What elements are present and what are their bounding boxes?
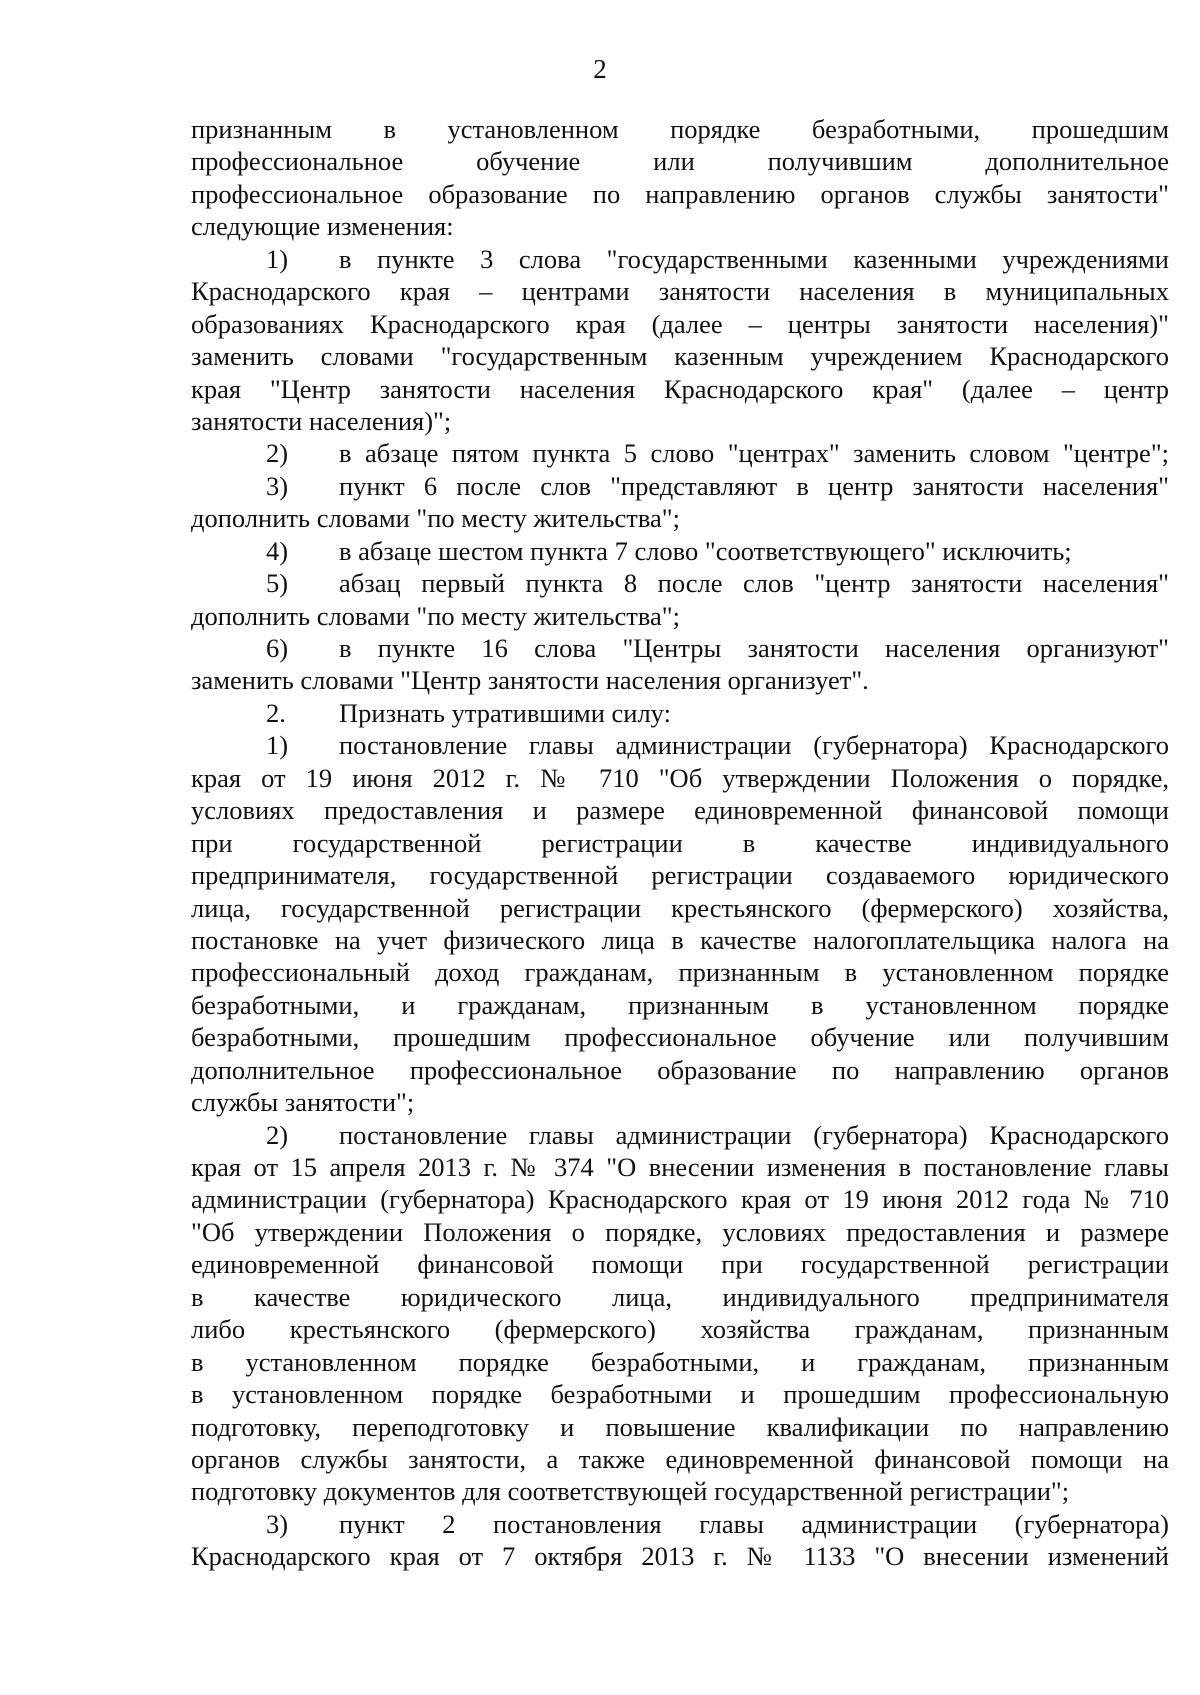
line-text: образованиях Краснодарского края (далее – центры занятости населения)" <box>191 308 1169 339</box>
text-line <box>191 567 1169 599</box>
line-text: Краснодарского края от 7 октября 2013 г. № 1133 "О внесении изменений <box>191 1541 1169 1572</box>
text-line <box>191 924 1169 956</box>
list-item-number: 1) <box>266 730 289 761</box>
line-text: в установленном порядке безработными и прошедшим профессиональную <box>191 1379 1169 1410</box>
line-text: в установленном порядке безработными, и гражданам, признанным <box>191 1346 1169 1377</box>
line-text: абзац первый пункта 8 после слов "центр занятости населения" <box>339 568 1169 599</box>
text-line <box>191 1281 1169 1313</box>
text-line <box>191 1021 1169 1053</box>
text-line <box>191 1443 1169 1475</box>
text-line <box>191 437 1169 469</box>
text-line <box>191 275 1169 307</box>
text-line <box>191 1508 1169 1540</box>
line-text: профессиональный доход гражданам, признанным в установленном порядке <box>191 957 1169 988</box>
line-text: в пункте 16 слова "Центры занятости населения организуют" <box>339 633 1169 663</box>
line-text: либо крестьянского (фермерского) хозяйства гражданам, признанным <box>191 1314 1169 1345</box>
text-line <box>191 632 1169 664</box>
text-line <box>191 892 1169 924</box>
line-text: безработными, прошедшим профессиональное обучение или получившим <box>191 1022 1169 1053</box>
line-text: в абзаце пятом пункта 5 слово "центрах" заменить словом "центре"; <box>339 438 1169 469</box>
line-text: профессиональное образование по направлению органов службы занятости" <box>191 178 1169 209</box>
text-line <box>191 502 1169 534</box>
line-text: условиях предоставления и размере единовременной финансовой помощи <box>191 795 1169 826</box>
line-text: в качестве юридического лица, индивидуального предпринимателя <box>191 1281 1169 1312</box>
line-text: подготовку, переподготовку и повышение квалификации по направлению <box>191 1411 1169 1442</box>
line-text: дополнить словами "по месту жительства"; <box>191 600 680 631</box>
line-text: профессиональное обучение или получившим дополнительное <box>191 146 1169 177</box>
line-text: безработными, и гражданам, признанным в установленном порядке <box>191 989 1169 1020</box>
line-text: подготовку документов для соответствующей государственной регистрации"; <box>191 1476 1070 1507</box>
line-text: "Об утверждении Положения о порядке, условиях предоставления и размере <box>191 1216 1169 1247</box>
text-line <box>191 308 1169 340</box>
line-text: дополнительное профессиональное образование по направлению органов <box>191 1054 1169 1085</box>
list-item-number: 2) <box>266 1119 289 1150</box>
text-line <box>191 1411 1169 1443</box>
document-body <box>191 113 1169 1573</box>
text-line <box>191 600 1169 632</box>
list-item-number: 1) <box>266 243 289 274</box>
line-text: постановке на учет физического лица в качестве налогоплательщика налога на <box>191 924 1169 955</box>
line-text: Краснодарского края – центрами занятости населения в муниципальных <box>191 276 1169 307</box>
list-item-number: 2. <box>266 697 286 728</box>
text-line <box>191 1378 1169 1410</box>
text-line <box>191 405 1169 437</box>
line-text: службы занятости"; <box>191 1087 415 1118</box>
text-line <box>191 1151 1169 1183</box>
text-line <box>191 1216 1169 1248</box>
line-text: в абзаце шестом пункта 7 слово "соответствующего" исключить; <box>339 535 1072 566</box>
list-item-number: 3) <box>266 470 289 501</box>
list-item-number: 2) <box>266 438 289 469</box>
text-line <box>191 145 1169 177</box>
text-line <box>191 1183 1169 1215</box>
text-line <box>191 340 1169 372</box>
text-line <box>191 113 1169 145</box>
line-text: постановление главы администрации (губернатора) Краснодарского <box>339 730 1169 761</box>
line-text: пункт 2 постановления главы администрации (губернатора) <box>339 1508 1169 1539</box>
line-text: предпринимателя, государственной регистрации создаваемого юридического <box>191 860 1169 891</box>
line-text: занятости населения)"; <box>191 405 452 436</box>
line-text: постановление главы администрации (губернатора) Краснодарского <box>339 1119 1169 1150</box>
text-line <box>191 243 1169 275</box>
line-text: следующие изменения: <box>191 211 454 242</box>
line-text: лица, государственной регистрации крестьянского (фермерского) хозяйства, <box>191 892 1169 923</box>
line-text: признанным в установленном порядке безработными, прошедшим <box>191 114 1169 144</box>
text-line <box>191 729 1169 761</box>
line-text: пункт 6 после слов "представляют в центр занятости населения" <box>339 470 1169 501</box>
line-text: единовременной финансовой помощи при государственной регистрации <box>191 1249 1169 1280</box>
text-line <box>191 794 1169 826</box>
text-line <box>191 535 1169 567</box>
list-item-number: 6) <box>266 633 289 663</box>
text-line <box>191 373 1169 405</box>
text-line <box>191 1346 1169 1378</box>
text-line <box>191 762 1169 794</box>
text-line <box>191 470 1169 502</box>
line-text: Признать утратившими силу: <box>339 697 671 728</box>
page-number: 2 <box>593 54 607 84</box>
text-line <box>191 1248 1169 1280</box>
text-line <box>191 1119 1169 1151</box>
text-line <box>191 989 1169 1021</box>
text-line <box>191 178 1169 210</box>
list-item-number: 3) <box>266 1508 289 1539</box>
text-line <box>191 859 1169 891</box>
line-text: в пункте 3 слова "государственными казенными учреждениями <box>339 243 1169 274</box>
line-text: заменить словами "Центр занятости населения организует". <box>191 665 869 696</box>
text-line <box>191 664 1169 696</box>
text-line <box>191 697 1169 729</box>
list-item-number: 4) <box>266 535 289 566</box>
text-line <box>191 956 1169 988</box>
line-text: края "Центр занятости населения Краснодарского края" (далее – центр <box>191 373 1169 404</box>
line-text: администрации (губернатора) Краснодарского края от 19 июня 2012 года № 710 <box>191 1184 1169 1215</box>
text-line <box>191 1054 1169 1086</box>
line-text: дополнить словами "по месту жительства"; <box>191 503 680 534</box>
line-text: заменить словами "государственным казенным учреждением Краснодарского <box>191 341 1169 372</box>
text-line <box>191 1540 1169 1572</box>
text-line <box>191 827 1169 859</box>
text-line <box>191 1086 1169 1118</box>
line-text: края от 19 июня 2012 г. № 710 "Об утверждении Положения о порядке, <box>191 762 1169 793</box>
text-line <box>191 1475 1169 1507</box>
line-text: органов службы занятости, а также единовременной финансовой помощи на <box>191 1443 1169 1474</box>
list-item-number: 5) <box>266 568 289 599</box>
text-line <box>191 210 1169 242</box>
line-text: при государственной регистрации в качестве индивидуального <box>191 827 1169 858</box>
line-text: края от 15 апреля 2013 г. № 374 "О внесении изменения в постановление главы <box>191 1152 1169 1182</box>
text-line <box>191 1313 1169 1345</box>
